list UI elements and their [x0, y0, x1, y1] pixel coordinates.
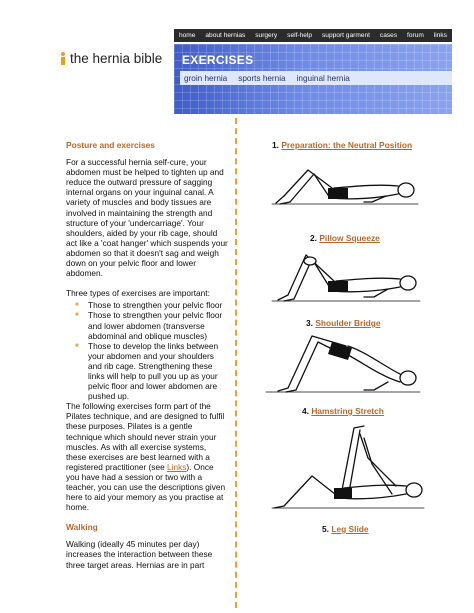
- shoulder-bridge-illustration: [262, 332, 426, 396]
- pilates-text-a: The following exercises form part of the Pilates technique, and are designed to fulfil these purposes. Pilates is a gentle technique which should never strain your muscles. As with all exercise systems, these exercises are best learned with a registered practitioner (see: [66, 401, 225, 472]
- links-link[interactable]: Links: [167, 461, 187, 472]
- exercise-title-4: [302, 406, 384, 416]
- exercise-number: 1.: [272, 140, 279, 150]
- tab-sports-hernia[interactable]: sports hernia: [238, 73, 286, 83]
- topic-tabs: [180, 71, 452, 85]
- pillow-squeeze-illustration: [268, 247, 426, 305]
- exercise-link-shoulder-bridge[interactable]: Shoulder Bridge: [315, 318, 381, 328]
- exercise-title-5: [322, 524, 369, 534]
- exercise-number: 3.: [306, 318, 313, 328]
- exercise-number: 4.: [302, 406, 309, 416]
- page-title: EXERCISES: [182, 53, 254, 67]
- nav-forum[interactable]: forum: [407, 32, 424, 39]
- list-item: ■ Those to strengthen your pelvic floor: [88, 300, 228, 310]
- top-nav: [174, 29, 452, 42]
- pilates-paragraph: [66, 401, 228, 512]
- column-divider: [235, 118, 237, 608]
- hamstring-stretch-illustration: [268, 418, 428, 512]
- exercise-types-list: [66, 300, 228, 401]
- section-heading-posture: Posture and exercises: [66, 140, 155, 150]
- exercise-number: 2.: [310, 233, 317, 243]
- neutral-position-illustration: [268, 158, 424, 208]
- tab-inguinal-hernia[interactable]: inguinal hernia: [296, 73, 350, 83]
- intro-paragraph: For a successful hernia self-cure, your abdomen must be helped to tighten up and reduce the outward pressure of sagging internal organs on your inguinal canal. A variety of muscles and body tissues are involved in maintaining the strength and structure of your 'undercarriage'. Your shoulders, aided by your rib cage, should act like a 'coat hanger' which suspends your abdomen so that it doesn't sag and weigh down on your pelvic floor and lower abdomen.: [66, 157, 228, 279]
- exercise-link-pillow-squeeze[interactable]: Pillow Squeeze: [319, 233, 380, 243]
- exercise-link-neutral-position[interactable]: Preparation: the Neutral Position: [281, 140, 413, 150]
- header-banner: [174, 44, 452, 114]
- exercise-types-intro: Three types of exercises are important:: [66, 288, 210, 299]
- pilates-text-b: ). Once you have had a session or two with a teacher, you can use the descriptions given here to aid your memory as you practise at home.: [66, 461, 226, 513]
- nav-surgery[interactable]: surgery: [255, 32, 278, 39]
- nav-links[interactable]: links: [433, 32, 448, 39]
- site-logo[interactable]: [60, 51, 162, 66]
- tab-groin-hernia[interactable]: groin hernia: [184, 73, 228, 83]
- nav-self-help[interactable]: self-help: [287, 32, 313, 39]
- exercise-number: 5.: [322, 524, 329, 534]
- nav-home[interactable]: home: [178, 32, 196, 39]
- list-item: ■ Those to develop the links between your abdomen and your shoulders and rib cage. Strengthening these links will help to pull you up as your pelvic floor and lower abdomen are pushed up.: [88, 341, 228, 402]
- main-text-column: [66, 140, 228, 570]
- logo-icon: [60, 52, 67, 65]
- exercise-link-leg-slide[interactable]: Leg Slide: [331, 524, 369, 534]
- logo-text: the hernia bible: [70, 51, 163, 66]
- exercise-title-1: [272, 140, 412, 150]
- exercise-link-hamstring-stretch[interactable]: Hamstring Stretch: [311, 406, 384, 416]
- exercise-title-3: [306, 318, 380, 328]
- exercise-title-2: [310, 233, 380, 243]
- nav-support-garment[interactable]: support garment: [321, 32, 370, 39]
- nav-cases[interactable]: cases: [379, 32, 398, 39]
- list-item: ■ Those to strengthen your pelvic floor and lower abdomen (transverse abdominal and oblique muscles): [88, 310, 228, 340]
- nav-about-hernias[interactable]: about hernias: [205, 32, 246, 39]
- section-heading-walking: Walking: [66, 522, 98, 533]
- walking-paragraph: Walking (ideally 45 minutes per day) increases the interaction between these three target areas. Hernias are in part: [66, 539, 213, 570]
